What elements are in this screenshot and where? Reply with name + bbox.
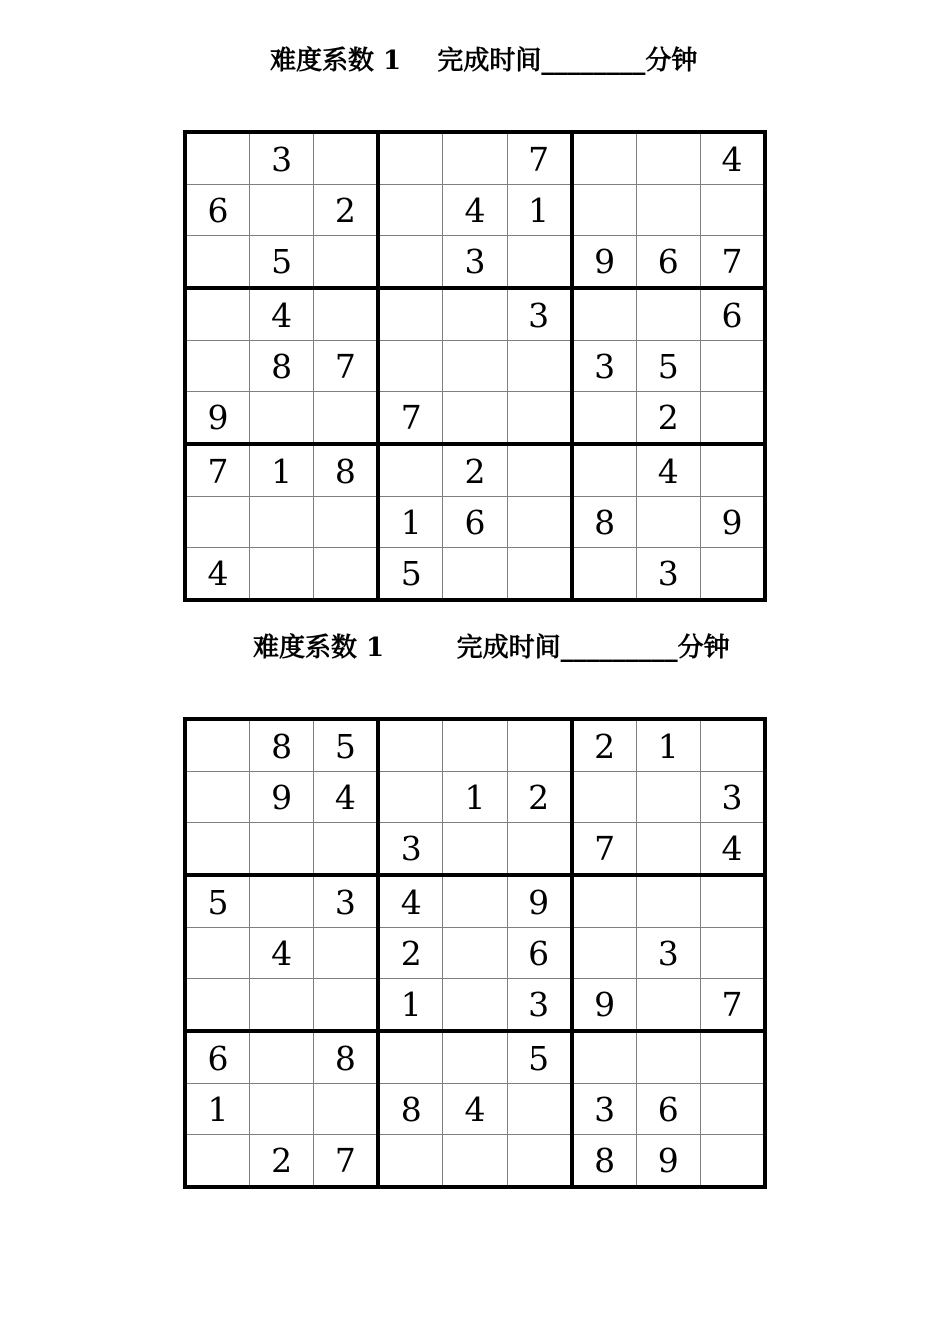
sudoku-cell[interactable]: 6	[507, 928, 571, 979]
sudoku-cell[interactable]	[249, 1084, 313, 1135]
sudoku-cell[interactable]	[636, 185, 700, 236]
sudoku-cell[interactable]	[443, 341, 507, 392]
time-unit: 分钟	[645, 46, 698, 76]
sudoku-cell[interactable]	[701, 444, 766, 497]
sudoku-cell[interactable]: 9	[636, 1135, 700, 1188]
sudoku-cell[interactable]	[636, 875, 700, 928]
sudoku-cell[interactable]	[507, 341, 571, 392]
sudoku-row	[185, 341, 765, 392]
sudoku-cell[interactable]	[636, 497, 700, 548]
sudoku-cell[interactable]: 7	[572, 823, 636, 876]
sudoku-cell[interactable]: 4	[249, 288, 313, 341]
time-blank[interactable]: _________	[560, 633, 678, 663]
sudoku-cell[interactable]	[701, 185, 766, 236]
sudoku-grid-2	[183, 717, 767, 1189]
sudoku-cell[interactable]	[572, 1031, 636, 1084]
sudoku-row	[185, 1031, 765, 1084]
sudoku-row	[185, 444, 765, 497]
sudoku-cell[interactable]	[507, 719, 571, 772]
sudoku-cell[interactable]	[443, 392, 507, 445]
sudoku-cell[interactable]: 7	[378, 392, 442, 445]
sudoku-cell[interactable]: 2	[572, 719, 636, 772]
sudoku-cell[interactable]: 3	[249, 132, 313, 185]
sudoku-cell[interactable]: 2	[636, 392, 700, 445]
sudoku-cell[interactable]	[507, 392, 571, 445]
sudoku-cell[interactable]: 3	[636, 548, 700, 601]
sudoku-cell[interactable]: 5	[378, 548, 442, 601]
sudoku-cell[interactable]: 3	[572, 341, 636, 392]
sudoku-cell[interactable]	[701, 928, 766, 979]
sudoku-cell[interactable]	[185, 979, 249, 1032]
sudoku-cell[interactable]	[572, 548, 636, 601]
sudoku-row	[185, 1084, 765, 1135]
sudoku-cell[interactable]	[507, 1135, 571, 1188]
sudoku-cell[interactable]	[314, 979, 378, 1032]
sudoku-cell[interactable]: 4	[185, 548, 249, 601]
sudoku-row	[185, 497, 765, 548]
sudoku-cell[interactable]: 4	[314, 772, 378, 823]
sudoku-cell[interactable]: 7	[701, 236, 766, 289]
sudoku-cell[interactable]: 4	[249, 928, 313, 979]
sudoku-cell[interactable]: 3	[701, 772, 766, 823]
sudoku-cell[interactable]: 2	[378, 928, 442, 979]
sudoku-cell[interactable]: 4	[378, 875, 442, 928]
sudoku-row	[185, 719, 765, 772]
title-gap	[401, 46, 437, 76]
sudoku-cell[interactable]	[249, 979, 313, 1032]
sudoku-cell[interactable]: 5	[185, 875, 249, 928]
difficulty-label: 难度系数 1	[270, 46, 402, 76]
time-blank[interactable]: ________	[541, 46, 646, 76]
sudoku-cell[interactable]	[249, 875, 313, 928]
sudoku-cell[interactable]: 6	[701, 288, 766, 341]
sudoku-cell[interactable]: 1	[185, 1084, 249, 1135]
sudoku-cell[interactable]: 4	[443, 185, 507, 236]
sudoku-cell[interactable]	[185, 236, 249, 289]
sudoku-cell[interactable]	[443, 288, 507, 341]
sudoku-cell[interactable]	[314, 548, 378, 601]
sudoku-cell[interactable]: 8	[314, 444, 378, 497]
sudoku-cell[interactable]: 8	[572, 497, 636, 548]
sudoku-cell[interactable]	[378, 1031, 442, 1084]
sudoku-cell[interactable]	[572, 288, 636, 341]
sudoku-cell[interactable]: 2	[249, 1135, 313, 1188]
sudoku-cell[interactable]: 4	[701, 823, 766, 876]
sudoku-cell[interactable]	[185, 497, 249, 548]
sudoku-cell[interactable]	[636, 772, 700, 823]
sudoku-cell[interactable]: 8	[378, 1084, 442, 1135]
sudoku-cell[interactable]	[185, 288, 249, 341]
time-unit: 分钟	[677, 633, 730, 663]
time-label: 完成时间	[456, 633, 561, 663]
sudoku-cell[interactable]	[185, 1135, 249, 1188]
sudoku-row	[185, 772, 765, 823]
sudoku-cell[interactable]: 3	[507, 288, 571, 341]
sudoku-cell[interactable]: 6	[185, 185, 249, 236]
sudoku-cell[interactable]: 5	[636, 341, 700, 392]
sudoku-cell[interactable]	[185, 772, 249, 823]
sudoku-cell[interactable]: 3	[572, 1084, 636, 1135]
sudoku-cell[interactable]	[314, 392, 378, 445]
sudoku-cell[interactable]: 5	[507, 1031, 571, 1084]
time-label: 完成时间	[437, 46, 542, 76]
sudoku-cell[interactable]	[701, 341, 766, 392]
sudoku-cell[interactable]	[636, 823, 700, 876]
sudoku-cell[interactable]: 7	[314, 1135, 378, 1188]
sudoku-cell[interactable]: 1	[636, 719, 700, 772]
sudoku-cell[interactable]	[572, 444, 636, 497]
puzzle-1-title	[270, 46, 697, 76]
sudoku-cell[interactable]	[701, 548, 766, 601]
sudoku-cell[interactable]	[443, 1031, 507, 1084]
sudoku-cell[interactable]: 9	[572, 979, 636, 1032]
sudoku-cell[interactable]	[378, 341, 442, 392]
sudoku-cell[interactable]	[378, 444, 442, 497]
sudoku-cell[interactable]	[636, 132, 700, 185]
sudoku-cell[interactable]	[507, 548, 571, 601]
sudoku-cell[interactable]	[249, 185, 313, 236]
sudoku-row	[185, 1135, 765, 1188]
sudoku-cell[interactable]: 3	[507, 979, 571, 1032]
sudoku-cell[interactable]: 3	[636, 928, 700, 979]
sudoku-row	[185, 979, 765, 1032]
sudoku-cell[interactable]	[507, 1084, 571, 1135]
sudoku-cell[interactable]: 4	[636, 444, 700, 497]
sudoku-cell[interactable]	[249, 548, 313, 601]
sudoku-cell[interactable]: 9	[701, 497, 766, 548]
sudoku-cell[interactable]	[701, 719, 766, 772]
sudoku-cell[interactable]	[701, 1084, 766, 1135]
sudoku-row	[185, 875, 765, 928]
sudoku-cell[interactable]	[378, 288, 442, 341]
sudoku-cell[interactable]	[314, 497, 378, 548]
sudoku-cell[interactable]: 1	[443, 772, 507, 823]
sudoku-cell[interactable]	[314, 236, 378, 289]
sudoku-grid-1	[183, 130, 767, 602]
difficulty-label: 难度系数 1	[253, 633, 385, 663]
sudoku-row	[185, 185, 765, 236]
sudoku-cell[interactable]	[314, 288, 378, 341]
sudoku-cell[interactable]	[507, 236, 571, 289]
sudoku-cell[interactable]	[185, 823, 249, 876]
sudoku-cell[interactable]	[443, 548, 507, 601]
sudoku-cell[interactable]	[378, 236, 442, 289]
puzzle-2-title	[253, 633, 730, 663]
sudoku-cell[interactable]	[314, 1084, 378, 1135]
sudoku-cell[interactable]: 7	[314, 341, 378, 392]
sudoku-cell[interactable]: 1	[378, 497, 442, 548]
sudoku-cell[interactable]: 2	[443, 444, 507, 497]
sudoku-cell[interactable]	[443, 823, 507, 876]
sudoku-cell[interactable]	[443, 928, 507, 979]
sudoku-cell[interactable]	[701, 875, 766, 928]
sudoku-row	[185, 548, 765, 601]
sudoku-cell[interactable]: 7	[507, 132, 571, 185]
sudoku-cell[interactable]	[636, 979, 700, 1032]
sudoku-cell[interactable]: 7	[701, 979, 766, 1032]
sudoku-cell[interactable]: 3	[314, 875, 378, 928]
sudoku-cell[interactable]: 6	[636, 1084, 700, 1135]
sudoku-row	[185, 132, 765, 185]
sudoku-cell[interactable]: 1	[249, 444, 313, 497]
sudoku-cell[interactable]	[701, 1031, 766, 1084]
sudoku-cell[interactable]	[249, 823, 313, 876]
sudoku-cell[interactable]: 2	[314, 185, 378, 236]
sudoku-cell[interactable]: 4	[443, 1084, 507, 1135]
sudoku-cell[interactable]: 8	[249, 341, 313, 392]
sudoku-cell[interactable]	[314, 823, 378, 876]
sudoku-cell[interactable]	[572, 392, 636, 445]
sudoku-cell[interactable]: 8	[249, 719, 313, 772]
sudoku-cell[interactable]: 1	[507, 185, 571, 236]
sudoku-cell[interactable]: 9	[249, 772, 313, 823]
sudoku-cell[interactable]: 6	[443, 497, 507, 548]
sudoku-cell[interactable]	[572, 132, 636, 185]
sudoku-cell[interactable]: 6	[185, 1031, 249, 1084]
sudoku-cell[interactable]: 9	[572, 236, 636, 289]
sudoku-cell[interactable]: 7	[185, 444, 249, 497]
sudoku-cell[interactable]	[185, 928, 249, 979]
sudoku-cell[interactable]	[443, 979, 507, 1032]
sudoku-cell[interactable]: 6	[636, 236, 700, 289]
sudoku-cell[interactable]	[701, 392, 766, 445]
sudoku-cell[interactable]: 9	[185, 392, 249, 445]
sudoku-cell[interactable]	[507, 823, 571, 876]
sudoku-cell[interactable]	[572, 185, 636, 236]
sudoku-cell[interactable]	[507, 444, 571, 497]
sudoku-cell[interactable]: 5	[249, 236, 313, 289]
sudoku-row	[185, 823, 765, 876]
sudoku-cell[interactable]: 5	[314, 719, 378, 772]
sudoku-cell[interactable]: 1	[378, 979, 442, 1032]
sudoku-cell[interactable]	[249, 1031, 313, 1084]
sudoku-cell[interactable]: 8	[572, 1135, 636, 1188]
sudoku-cell[interactable]	[314, 928, 378, 979]
sudoku-cell[interactable]	[185, 132, 249, 185]
sudoku-cell[interactable]	[314, 132, 378, 185]
sudoku-cell[interactable]	[701, 1135, 766, 1188]
sudoku-row	[185, 236, 765, 289]
sudoku-cell[interactable]	[443, 875, 507, 928]
sudoku-cell[interactable]	[249, 392, 313, 445]
sudoku-cell[interactable]	[572, 928, 636, 979]
sudoku-cell[interactable]	[378, 719, 442, 772]
sudoku-cell[interactable]	[378, 132, 442, 185]
sudoku-cell[interactable]	[572, 875, 636, 928]
sudoku-cell[interactable]	[443, 1135, 507, 1188]
sudoku-row	[185, 288, 765, 341]
sudoku-cell[interactable]	[636, 288, 700, 341]
sudoku-cell[interactable]: 3	[378, 823, 442, 876]
sudoku-cell[interactable]	[572, 772, 636, 823]
sudoku-cell[interactable]	[185, 719, 249, 772]
sudoku-cell[interactable]: 4	[701, 132, 766, 185]
sudoku-cell[interactable]	[443, 132, 507, 185]
sudoku-row	[185, 928, 765, 979]
sudoku-cell[interactable]: 3	[443, 236, 507, 289]
sudoku-cell[interactable]	[443, 719, 507, 772]
sudoku-cell[interactable]	[378, 772, 442, 823]
sudoku-cell[interactable]	[378, 185, 442, 236]
sudoku-cell[interactable]	[378, 1135, 442, 1188]
sudoku-cell[interactable]	[185, 341, 249, 392]
sudoku-cell[interactable]: 2	[507, 772, 571, 823]
sudoku-cell[interactable]	[249, 497, 313, 548]
sudoku-cell[interactable]: 8	[314, 1031, 378, 1084]
sudoku-cell[interactable]	[507, 497, 571, 548]
sudoku-row	[185, 392, 765, 445]
title-gap	[384, 633, 456, 663]
sudoku-cell[interactable]: 9	[507, 875, 571, 928]
sudoku-cell[interactable]	[636, 1031, 700, 1084]
